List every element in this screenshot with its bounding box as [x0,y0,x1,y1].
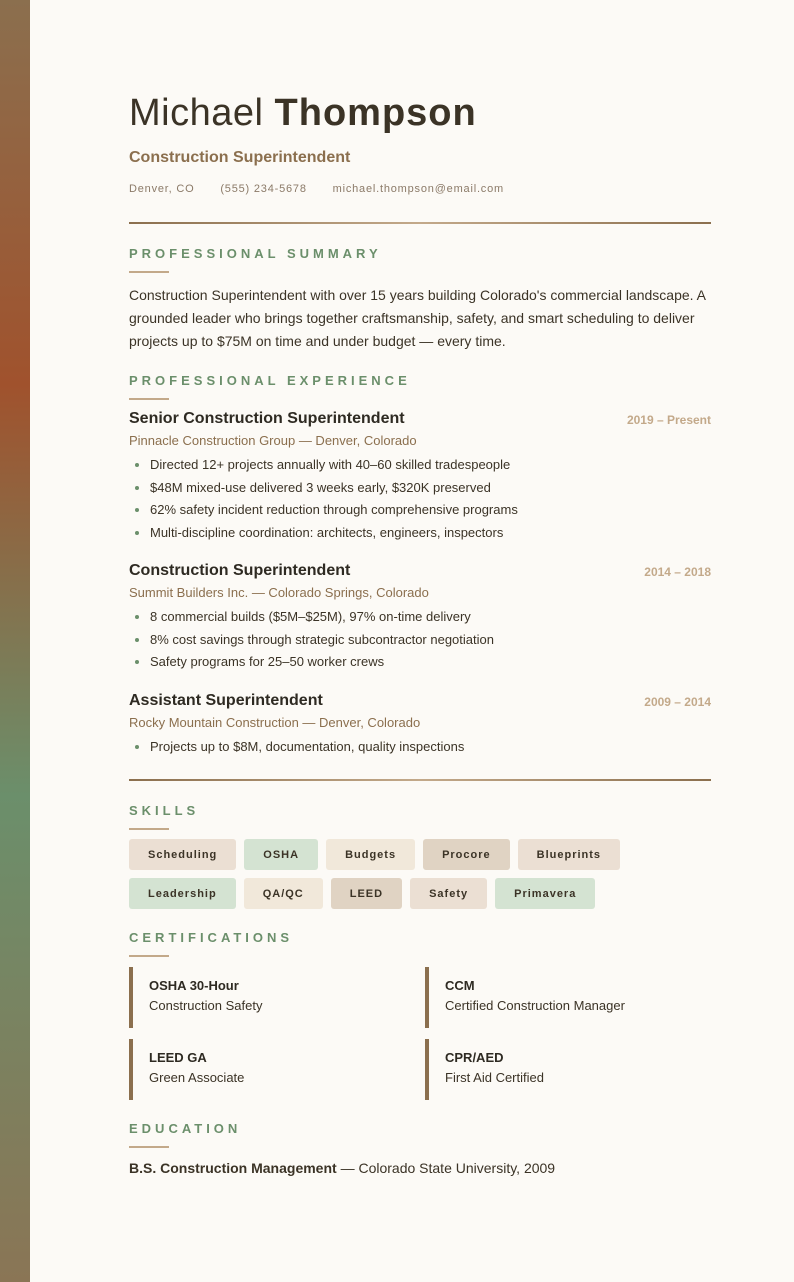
skill-tag: Leadership [129,878,236,909]
job-role: Senior Construction Superintendent [129,410,405,427]
job-bullets [129,606,711,674]
bullet: • Directed 12+ projects annually with 40–60 skilled tradespeople [150,454,711,477]
summary-text: Construction Superintendent with over 15 years building Colorado's commercial landscape. A grounded leader who brings together craftsmanship, safety, and smart scheduling to deliver projects up to $75M on time and under budget — every time. [129,287,706,349]
cert-name: CCM [445,978,475,993]
bullet: • Safety programs for 25–50 worker crews [150,651,711,674]
summary-heading: PROFESSIONAL SUMMARY [129,246,382,261]
job-dates: 2009 – 2014 [644,695,711,709]
skill-tag: Budgets [326,839,415,870]
degree: B.S. Construction Management [129,1160,337,1176]
contact-line [129,183,526,195]
certification [129,967,262,1028]
cert-name: OSHA 30-Hour [149,978,239,993]
skill-tag: Safety [410,878,487,909]
certification [129,1039,244,1100]
job-dates: 2019 – Present [626,413,711,427]
bullet: • $48M mixed-use delivered 3 weeks early, $320K preserved [150,477,711,500]
job-company: Rocky Mountain Construction — Denver, Colorado [129,715,421,730]
cert-desc: Construction Safety [149,998,263,1013]
job-entry [129,410,711,544]
bullet: • 8% cost savings through strategic subcontractor negotiation [150,629,711,652]
skill-tag: LEED [331,878,402,909]
location: Denver, CO [129,183,195,195]
job-entry [129,562,711,674]
phone: (555) 234-5678 [220,183,307,195]
certifications-heading: CERTIFICATIONS [129,930,294,945]
skills-list [129,839,711,909]
cert-desc: Certified Construction Manager [445,998,625,1013]
job-role: Assistant Superintendent [129,692,323,709]
job-title: Construction Superintendent [129,149,351,166]
first-name: Michael [129,92,264,134]
last-name: Thompson [274,92,477,134]
certification [425,967,625,1028]
cert-desc: First Aid Certified [445,1070,544,1085]
job-role: Construction Superintendent [129,562,351,579]
bullet: • Projects up to $8M, documentation, quality inspections [150,736,711,759]
job-entry [129,692,711,759]
certification [425,1039,544,1100]
skill-tag: Primavera [495,878,595,909]
divider [129,779,711,781]
education-heading: EDUCATION [129,1121,242,1136]
job-bullets [129,454,711,544]
cert-desc: Green Associate [149,1070,245,1085]
experience-heading: PROFESSIONAL EXPERIENCE [129,373,411,388]
skill-tag: Procore [423,839,510,870]
skill-tag: Scheduling [129,839,236,870]
job-company: Pinnacle Construction Group — Denver, Colorado [129,433,417,448]
divider [129,222,711,224]
skill-tag: Blueprints [518,839,620,870]
school: — Colorado State University, 2009 [336,1160,556,1176]
bullet: • 8 commercial builds ($5M–$25M), 97% on-time delivery [150,606,711,629]
skill-tag: OSHA [244,839,318,870]
skill-tag: QA/QC [244,878,323,909]
accent-sidebar [0,0,30,1282]
job-dates: 2014 – 2018 [644,565,711,579]
bullet: • Multi-discipline coordination: architects, engineers, inspectors [150,522,711,545]
job-company: Summit Builders Inc. — Colorado Springs, Colorado [129,585,429,600]
bullet: • 62% safety incident reduction through comprehensive programs [150,499,711,522]
cert-name: CPR/AED [445,1050,504,1065]
cert-name: LEED GA [149,1050,207,1065]
name-heading [129,92,477,135]
skills-heading: SKILLS [129,803,200,818]
email[interactable]: michael.thompson@email.com [332,183,504,195]
education-entry [129,1160,555,1176]
job-bullets [129,736,711,759]
